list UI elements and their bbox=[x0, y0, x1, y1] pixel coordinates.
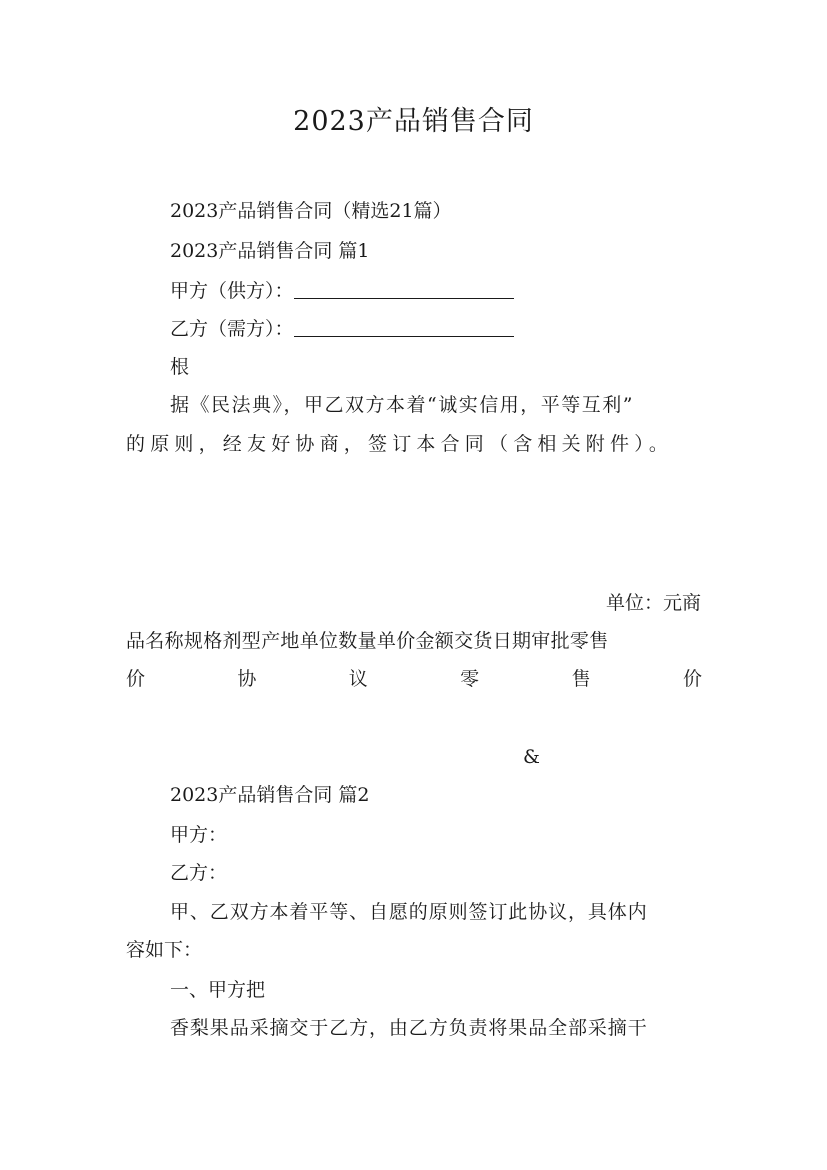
document-title: 2023产品销售合同 bbox=[293, 106, 534, 137]
section2-para-line1: 甲、乙双方本着平等、自愿的原则签订此协议，具体内 bbox=[170, 901, 648, 923]
tail-char: 议 bbox=[348, 668, 368, 690]
document-subtitle: 2023产品销售合同（精选21篇） bbox=[170, 200, 452, 222]
party-b-label: 乙方（需方）： bbox=[170, 318, 294, 340]
section1-para-line1: 据《民法典》，甲乙双方本着“诚实信用，平等互利” bbox=[170, 394, 634, 416]
tail-char: 价 bbox=[682, 668, 702, 690]
section2-party-b: 乙方： bbox=[170, 862, 228, 884]
section1-table-header-tail bbox=[126, 666, 702, 692]
section1-unit-line: 单位：元商 bbox=[605, 592, 701, 614]
section1-ampersand: & bbox=[523, 746, 540, 768]
tail-char: 协 bbox=[237, 668, 257, 690]
section1-party-b bbox=[170, 316, 514, 342]
section2-heading: 2023产品销售合同 篇2 bbox=[170, 784, 370, 806]
section2-item1-body: 香梨果品采摘交于乙方，由乙方负责将果品全部采摘干 bbox=[170, 1017, 648, 1039]
party-b-blank-line bbox=[294, 316, 514, 337]
party-a-blank-line bbox=[294, 278, 514, 299]
section1-party-a bbox=[170, 278, 514, 304]
section1-para-start: 根 bbox=[170, 356, 190, 378]
section2-item1: 一、甲方把 bbox=[170, 979, 266, 1001]
section1-table-header: 品名称规格剂型产地单位数量单价金额交货日期审批零售 bbox=[126, 630, 609, 652]
tail-char: 价 bbox=[126, 668, 146, 690]
section1-heading: 2023产品销售合同 篇1 bbox=[170, 240, 370, 262]
section2-para-line2: 容如下： bbox=[126, 939, 203, 961]
tail-char: 售 bbox=[571, 668, 591, 690]
party-a-label: 甲方（供方）： bbox=[170, 280, 294, 302]
section1-para-line2: 的原则，经友好协商，签订本合同（含相关附件）。 bbox=[126, 433, 674, 455]
section2-party-a: 甲方： bbox=[170, 824, 228, 846]
tail-char: 零 bbox=[460, 668, 480, 690]
